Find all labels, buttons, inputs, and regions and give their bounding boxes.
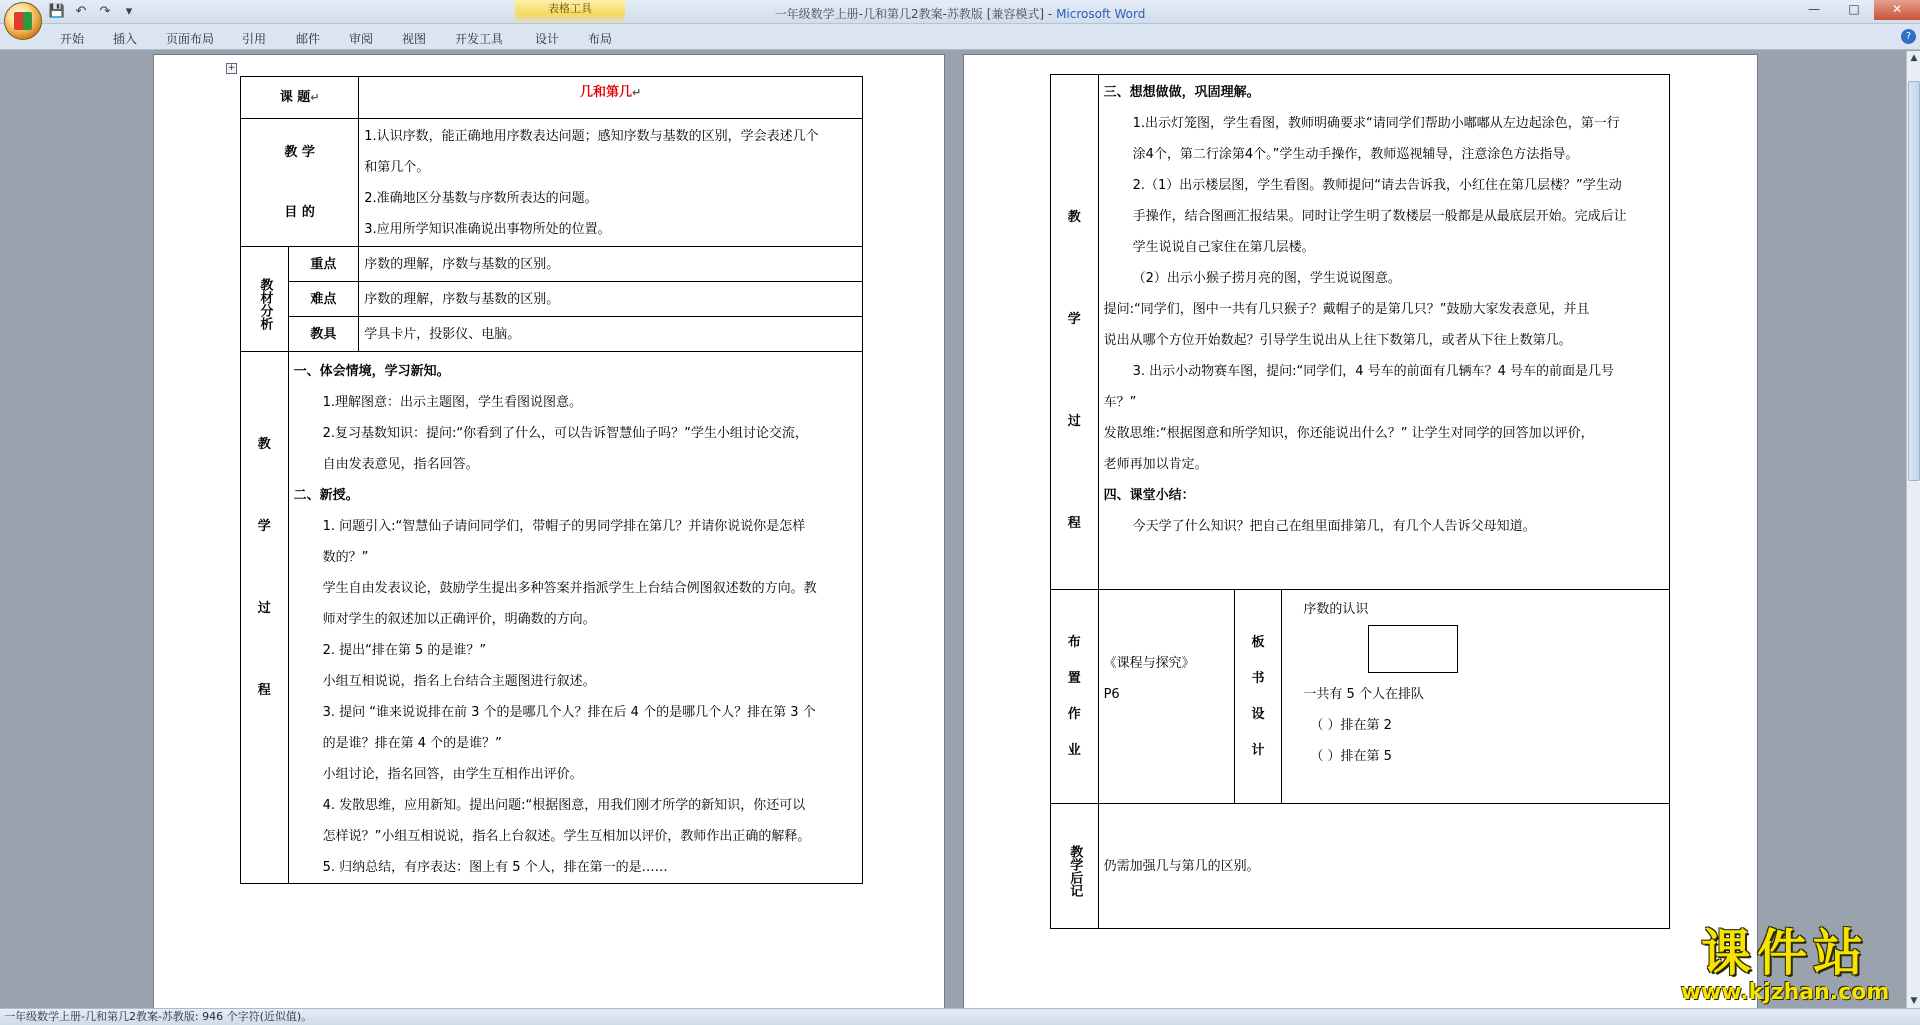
process-line: 自由发表意见，指名回答。 xyxy=(322,457,479,472)
process-line: 今天学了什么知识？把自己在组里面排第几，有几个人告诉父母知道。 xyxy=(1132,519,1536,534)
process-label-char: 教 xyxy=(1067,210,1081,225)
board-line: 一共有 5 个人在排队 xyxy=(1303,687,1424,702)
process-line: 四、课堂小结： xyxy=(1103,488,1195,503)
process-label-char: 程 xyxy=(257,683,271,698)
ribbon-tab-bar xyxy=(0,24,1920,50)
goal-line: 和第几个。 xyxy=(364,160,430,175)
board-label-char: 计 xyxy=(1251,742,1265,758)
process-label-char: 过 xyxy=(257,601,271,616)
tab-review[interactable]: 审阅 xyxy=(349,32,374,46)
process-line: （2）出示小猴子捞月亮的图，学生说说图意。 xyxy=(1132,271,1401,286)
notes-text: 仍需加强几与第几的区别。 xyxy=(1103,858,1260,874)
tab-view[interactable]: 视图 xyxy=(402,32,427,46)
goal-line: 3.应用所学知识准确说出事物所处的位置。 xyxy=(364,222,611,237)
document-area[interactable] xyxy=(0,51,1906,1008)
process-line: 3. 出示小动物赛车图，提问:“同学们，4 号车的前面有几辆车？4 号车的前面是几号 xyxy=(1132,364,1615,379)
process-line: 老师再加以肯定。 xyxy=(1103,457,1208,472)
tools-label: 教具 xyxy=(288,317,359,352)
notes-label: 教学后记 xyxy=(1051,804,1099,929)
page-1[interactable] xyxy=(153,54,945,1008)
scroll-up-icon[interactable]: ▲ xyxy=(1910,53,1918,63)
process-line: 提问:“同学们，图中一共有几只猴子？戴帽子的是第几只？”鼓励大家发表意见，并且 xyxy=(1103,302,1590,317)
homework-cell[interactable] xyxy=(1098,590,1234,804)
contextual-tab-group-table-tools: 表格工具 xyxy=(515,0,625,24)
tab-developer[interactable]: 开发工具 xyxy=(455,32,504,46)
board-line: （ ）排在第 5 xyxy=(1310,749,1392,764)
board-line: （ ）排在第 2 xyxy=(1310,718,1392,733)
process-label-char: 过 xyxy=(1067,414,1081,429)
process-line: 一、体会情境，学习新知。 xyxy=(293,364,450,379)
notes-cell[interactable] xyxy=(1098,804,1669,929)
tools-text: 学具卡片，投影仪、电脑。 xyxy=(364,326,521,342)
process-line: 手操作，结合图画汇报结果。同时让学生明了数楼层一般都是从最底层开始。完成后让 xyxy=(1132,209,1627,224)
board-label-char: 板 xyxy=(1251,634,1265,650)
watermark-url: www.kjzhan.com xyxy=(1680,980,1890,1005)
homework-label-char: 作 xyxy=(1067,706,1081,722)
process-line: 5. 归纳总结，有序表达：图上有 5 个人，排在第一的是…… xyxy=(322,860,668,875)
maximize-button[interactable]: □ xyxy=(1848,2,1860,16)
app-name: Microsoft Word xyxy=(1056,7,1146,21)
process-line: 3. 提问 “谁来说说排在前 3 个的是哪几个人？排在后 4 个的是哪几个人？排在第 3 个 xyxy=(322,705,816,720)
homework-label-char: 置 xyxy=(1067,670,1081,686)
process-line: 学生自由发表议论，鼓励学生提出多种答案并指派学生上台结合例图叙述数的方向。教 xyxy=(322,581,817,596)
process-line: 涂4个，第二行涂第4个。”学生动手操作，教师巡视辅导，注意涂色方法指导。 xyxy=(1132,147,1579,162)
process-label-cell xyxy=(241,352,289,884)
watermark-logo xyxy=(1670,925,1900,1005)
process-line: 发散思维:“根据图意和所学知识，你还能说出什么？” 让学生对同学的回答加以评价， xyxy=(1103,426,1594,441)
lesson-table-1 xyxy=(240,76,863,884)
process-line: 1.出示灯笼图，学生看图，教师明确要求“请同学们帮助小嘟嘟从左边起涂色，第一行 xyxy=(1132,116,1620,131)
analysis-label: 教材分析 xyxy=(241,247,289,352)
office-logo-icon xyxy=(14,12,32,30)
process-line: 4. 发散思维，应用新知。提出问题:“根据图意，用我们刚才所学的新知识，你还可以 xyxy=(322,798,806,813)
process-label-cell-2 xyxy=(1051,75,1099,590)
tab-references[interactable]: 引用 xyxy=(242,32,267,46)
goal-label-cell xyxy=(241,119,359,247)
topic-title[interactable]: 几和第几↵ xyxy=(359,77,863,119)
process-line: 数的？” xyxy=(322,550,369,565)
tab-page-layout[interactable]: 页面布局 xyxy=(166,32,215,46)
scroll-down-icon[interactable]: ▼ xyxy=(1910,996,1918,1006)
tab-design[interactable]: 设计 xyxy=(535,32,560,46)
tab-mailings[interactable]: 邮件 xyxy=(296,32,321,46)
board-label-char: 设 xyxy=(1251,706,1265,722)
key-label: 重点 xyxy=(288,247,359,282)
undo-icon[interactable]: ↶ xyxy=(75,4,87,19)
key-cell[interactable] xyxy=(359,247,863,282)
difficulty-cell[interactable] xyxy=(359,282,863,317)
process-line: 二、新授。 xyxy=(293,488,359,503)
board-label-cell xyxy=(1234,590,1282,804)
homework-label-char: 业 xyxy=(1067,742,1081,758)
process-line: 的是谁？排在第 4 个的是谁？” xyxy=(322,736,502,751)
process-line: 怎样说？”小组互相说说，指名上台叙述。学生互相加以评价，教师作出正确的解释。 xyxy=(322,829,811,844)
minimize-button[interactable]: — xyxy=(1808,2,1820,16)
goals-cell[interactable] xyxy=(359,119,863,247)
process-label-char: 学 xyxy=(257,519,271,534)
process-line: 师对学生的叙述加以正确评价，明确数的方向。 xyxy=(322,612,596,627)
tab-insert[interactable]: 插入 xyxy=(113,32,138,46)
difficulty-text: 序数的理解，序数与基数的区别。 xyxy=(364,291,560,307)
customize-qat-icon[interactable]: ▾ xyxy=(125,4,133,19)
window-controls xyxy=(1794,0,1920,20)
document-title: 一年级数学上册-几和第几2教案-苏教版 [兼容模式] - xyxy=(774,7,1053,21)
tab-home[interactable]: 开始 xyxy=(60,32,85,46)
help-icon[interactable]: ? xyxy=(1901,29,1916,44)
key-text: 序数的理解，序数与基数的区别。 xyxy=(364,256,560,272)
process-line: 说出从哪个方位开始数起？引导学生说出从上往下数第几，或者从下往上数第几。 xyxy=(1103,333,1572,348)
goal-line: 1.认识序数，能正确地用序数表达问题；感知序数与基数的区别，学会表述几个 xyxy=(364,129,819,144)
difficulty-label: 难点 xyxy=(288,282,359,317)
process-cell-1[interactable] xyxy=(288,352,862,884)
process-line: 2. 提出“排在第 5 的是谁？” xyxy=(322,643,487,658)
homework-label-cell xyxy=(1051,590,1099,804)
save-icon[interactable]: 💾 xyxy=(48,4,66,19)
board-title: 序数的认识 xyxy=(1303,602,1369,617)
quick-access-toolbar xyxy=(48,3,138,20)
topic-label-cell: 课 题↵ xyxy=(241,77,359,119)
process-line: 学生说说自己家住在第几层楼。 xyxy=(1132,240,1315,255)
page-2[interactable] xyxy=(963,54,1758,1008)
goal-label-line2: 目 的 xyxy=(284,204,315,220)
window-title xyxy=(0,5,1920,22)
process-label-char: 教 xyxy=(257,437,271,452)
homework-line: P6 xyxy=(1103,687,1120,702)
vertical-scrollbar[interactable] xyxy=(1906,51,1920,1008)
tools-cell[interactable] xyxy=(359,317,863,352)
scroll-thumb[interactable] xyxy=(1908,81,1920,481)
lesson-table-2 xyxy=(1050,74,1670,929)
board-cell[interactable] xyxy=(1282,590,1670,804)
process-line: 2.（1）出示楼层图，学生看图。教师提问“请去告诉我，小红住在第几层楼？”学生动 xyxy=(1132,178,1622,193)
homework-line: 《课程与探究》 xyxy=(1103,656,1195,671)
process-line: 小组讨论，指名回答，由学生互相作出评价。 xyxy=(322,767,583,782)
board-label-char: 书 xyxy=(1251,670,1265,686)
process-line: 1. 问题引入:“智慧仙子请问同学们，带帽子的男同学排在第几？并请你说说你是怎样 xyxy=(322,519,806,534)
process-line: 三、想想做做，巩固理解。 xyxy=(1103,85,1260,100)
close-button[interactable]: ✕ xyxy=(1874,0,1920,20)
process-label-char: 程 xyxy=(1067,516,1081,531)
topic-label: 课 题 xyxy=(279,89,311,105)
process-line: 2.复习基数知识：提问:“你看到了什么，可以告诉智慧仙子吗？”学生小组讨论交流， xyxy=(322,426,808,441)
redo-icon[interactable]: ↷ xyxy=(99,4,111,19)
process-label-char: 学 xyxy=(1067,312,1081,327)
process-line: 车？” xyxy=(1103,395,1137,410)
goal-line: 2.准确地区分基数与序数所表达的问题。 xyxy=(364,191,598,206)
office-button[interactable] xyxy=(4,2,42,40)
board-box xyxy=(1368,625,1458,673)
watermark-title: 课件站 xyxy=(1701,924,1869,982)
status-bar: 一年级数学上册-几和第几2教案-苏教版: 946 个字符(近似值)。 xyxy=(0,1008,1920,1025)
homework-label-char: 布 xyxy=(1067,634,1081,650)
process-cell-2[interactable] xyxy=(1098,75,1669,590)
table-move-handle-icon[interactable]: + xyxy=(227,63,236,73)
title-bar xyxy=(0,0,1920,24)
goal-label-line1: 教 学 xyxy=(284,144,315,160)
process-line: 小组互相说说，指名上台结合主题图进行叙述。 xyxy=(322,674,596,689)
tab-layout[interactable]: 布局 xyxy=(588,32,613,46)
process-line: 1.理解图意：出示主题图，学生看图说图意。 xyxy=(322,395,583,410)
